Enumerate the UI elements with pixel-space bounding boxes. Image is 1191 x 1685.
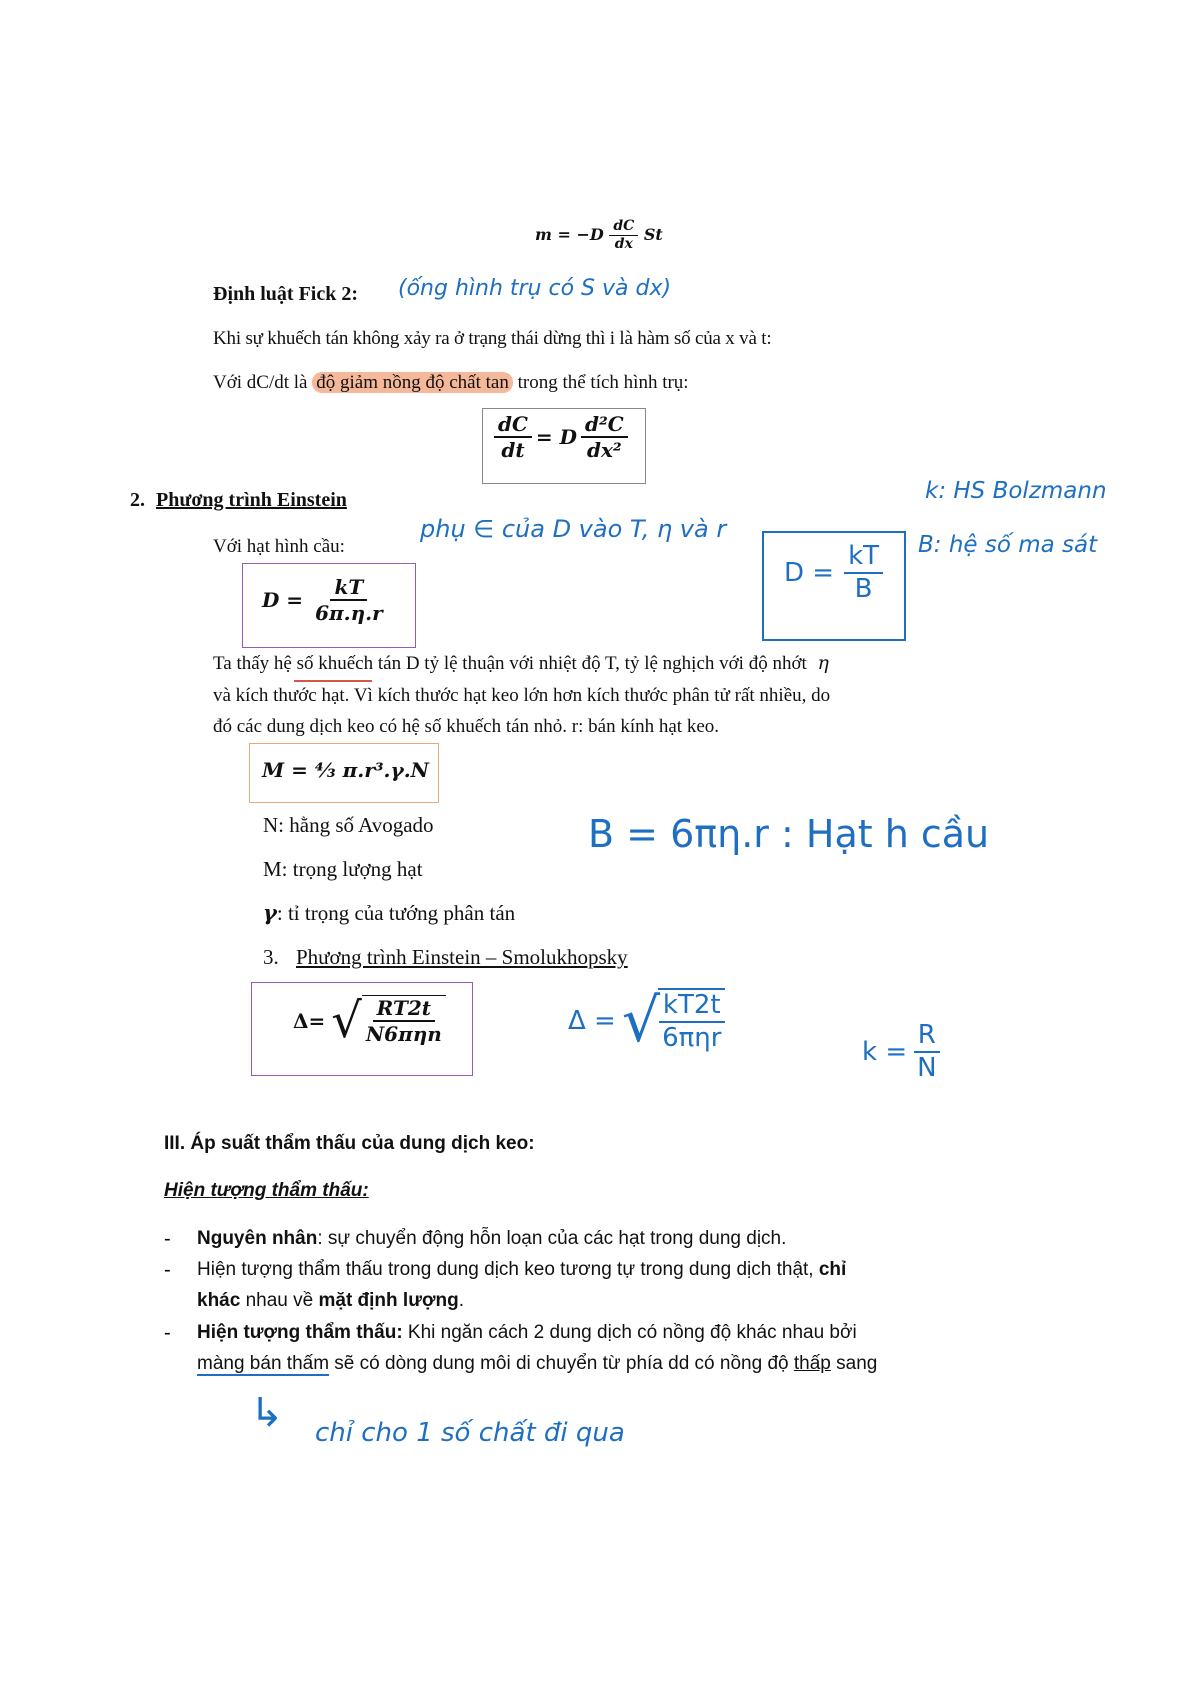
annotation-b-friction: B: hệ số ma sát bbox=[918, 532, 1098, 558]
osmosis-b2-bold2: khác bbox=[197, 1290, 241, 1311]
einstein-sphere: Với hạt hình cầu: bbox=[213, 536, 345, 557]
annotation-d-formula bbox=[784, 541, 883, 605]
fick2-line2 bbox=[213, 372, 689, 394]
annotation-k-num: R bbox=[914, 1020, 940, 1053]
fick2-eq: = D bbox=[535, 425, 577, 449]
fick2-rden: dx² bbox=[586, 438, 622, 462]
osmosis-b2-end: . bbox=[458, 1290, 464, 1311]
fick2-highlight: độ giảm nồng độ chất tan bbox=[312, 372, 513, 393]
osmosis-heading: III. Áp suất thẩm thấu của dung dịch keo: bbox=[164, 1133, 535, 1154]
annotation-k-r-n bbox=[862, 1020, 941, 1084]
fick1-formula bbox=[535, 218, 663, 253]
annotation-arrow: ↳ bbox=[250, 1390, 284, 1436]
osmosis-b1 bbox=[197, 1228, 786, 1250]
einstein-formula bbox=[262, 575, 387, 625]
fick2-line2-post: trong thể tích hình trụ: bbox=[512, 372, 689, 393]
def-gamma bbox=[263, 900, 515, 926]
einstein-para-l1 bbox=[213, 652, 829, 675]
def-m: M: trọng lượng hạt bbox=[263, 857, 423, 881]
osmosis-b3-post: sang bbox=[830, 1353, 878, 1374]
osmosis-b3-l1 bbox=[197, 1322, 857, 1344]
fick2-rnum: d²C bbox=[581, 412, 628, 438]
annotation-delta-den: 6πηr bbox=[662, 1023, 722, 1054]
bullet-1: - bbox=[164, 1228, 171, 1250]
def-gamma-text: : tỉ trọng của tướng phân tán bbox=[276, 901, 516, 925]
annotation-delta-frac bbox=[658, 988, 725, 1054]
smol-num-expr: RT2t bbox=[373, 996, 435, 1022]
eta-symbol: η bbox=[817, 652, 829, 674]
annotation-b-6pi: B = 6πη.r : Hạt h cầu bbox=[588, 812, 990, 856]
annotation-d-num: kT bbox=[844, 541, 883, 574]
einstein-heading-row bbox=[130, 489, 347, 512]
smol-num: 3. bbox=[263, 945, 279, 969]
fick2-lnum: dC bbox=[494, 412, 532, 438]
fick2-line1: Khi sự khuếch tán không xảy ra ở trạng thái dừng thì i là hàm số của x và t: bbox=[213, 328, 772, 349]
sqrt-symbol: √ bbox=[331, 992, 362, 1049]
annotation-d-frac bbox=[844, 541, 883, 605]
annotation-k-den: N bbox=[917, 1053, 937, 1084]
annotation-d-den: B bbox=[854, 574, 873, 605]
smol-lhs: Δ= bbox=[293, 1008, 326, 1033]
fick2-formula bbox=[494, 412, 628, 462]
osmosis-low: thấp bbox=[793, 1353, 831, 1374]
def-n: N: hằng số Avogado bbox=[263, 813, 434, 837]
annotation-k-frac bbox=[913, 1020, 940, 1084]
underline-he-so bbox=[294, 680, 372, 682]
annotation-delta-sqrt: √ bbox=[621, 986, 661, 1057]
einstein-para-l3: đó các dung dịch keo có hệ số khuếch tán nhỏ. r: bán kính hạt keo. bbox=[213, 716, 719, 737]
smol-den-expr: N6πηn bbox=[365, 1022, 442, 1046]
annotation-dependence: phụ ∈ của D vào T, η và r bbox=[420, 515, 727, 543]
gamma-symbol: γ bbox=[263, 900, 277, 925]
osmosis-b3-bold: Hiện tượng thẩm thấu: bbox=[197, 1322, 403, 1343]
annotation-delta bbox=[568, 986, 725, 1057]
osmosis-b2-text: Hiện tượng thẩm thấu trong dung dịch keo tương tự trong dung dịch thật, bbox=[197, 1259, 819, 1280]
osmosis-b3-text: Khi ngăn cách 2 dung dịch có nồng độ khác nhau bởi bbox=[402, 1322, 857, 1343]
einstein-lhs: D = bbox=[262, 588, 304, 612]
annotation-k-lhs: k = bbox=[862, 1037, 908, 1068]
smol-frac bbox=[362, 995, 446, 1046]
osmosis-b1-bold: Nguyên nhân bbox=[197, 1228, 318, 1249]
annotation-delta-lhs: Δ = bbox=[568, 1006, 616, 1037]
annotation-k-bolzmann: k: HS Bolzmann bbox=[925, 478, 1107, 504]
fick2-annotation: (ống hình trụ có S và dx) bbox=[398, 276, 672, 301]
annotation-d-lhs: D = bbox=[784, 558, 835, 589]
fick2-lden: dt bbox=[501, 438, 525, 462]
osmosis-b1-text: : sự chuyển động hỗn loạn của các hạt trong dung dịch. bbox=[317, 1228, 787, 1249]
osmosis-b2-bold1: chỉ bbox=[818, 1259, 847, 1280]
fick1-fraction bbox=[609, 218, 638, 253]
smol-heading: Phương trình Einstein – Smolukhopsky bbox=[296, 945, 628, 969]
osmosis-b2-l1 bbox=[197, 1259, 846, 1281]
fick2-line2-pre: Với dC/dt là bbox=[213, 372, 313, 393]
osmosis-membrane: màng bán thấm bbox=[197, 1353, 330, 1374]
osmosis-b2-l2-text: nhau về bbox=[240, 1290, 319, 1311]
fick2-heading: Định luật Fick 2: bbox=[213, 283, 359, 305]
einstein-para-l1-text: Ta thấy hệ số khuếch tán D tỷ lệ thuận với nhiệt độ T, tỷ lệ nghịch với độ nhớt bbox=[213, 653, 807, 674]
annotation-semipermeable-note: chỉ cho 1 số chất đi qua bbox=[315, 1418, 625, 1448]
fick2-left-frac bbox=[494, 412, 532, 462]
osmosis-b2-bold3: mặt định lượng bbox=[318, 1290, 459, 1311]
mass-formula: M = ⁴⁄₃ π.r³.γ.N bbox=[262, 758, 429, 782]
bullet-3: - bbox=[164, 1322, 171, 1344]
smol-heading-row bbox=[263, 945, 628, 970]
smol-formula bbox=[293, 992, 446, 1049]
einstein-num: 2. bbox=[130, 489, 145, 511]
einstein-den: 6π.η.r bbox=[315, 601, 383, 625]
osmosis-b3-mid: sẽ có dòng dung môi di chuyển từ phía dd có nồng độ bbox=[329, 1353, 794, 1374]
fick1-lhs: m = −D bbox=[535, 224, 604, 244]
fick1-num: dC bbox=[609, 218, 638, 236]
einstein-heading: Phương trình Einstein bbox=[156, 489, 347, 511]
einstein-para-l2: và kích thước hạt. Vì kích thước hạt keo lớn hơn kích thước phân tử rất nhiều, do bbox=[213, 685, 831, 706]
annotation-delta-num: kT2t bbox=[659, 990, 725, 1023]
fick1-den: dx bbox=[614, 235, 633, 252]
osmosis-subheading: Hiện tượng thẩm thấu: bbox=[164, 1180, 369, 1201]
fick2-right-frac bbox=[581, 412, 628, 462]
einstein-num-kt: kT bbox=[330, 575, 367, 601]
bullet-2: - bbox=[164, 1259, 171, 1281]
osmosis-b2-l2 bbox=[197, 1290, 464, 1312]
fick1-rhs: St bbox=[643, 224, 663, 244]
osmosis-b3-l2 bbox=[197, 1353, 877, 1375]
einstein-frac bbox=[311, 575, 387, 625]
